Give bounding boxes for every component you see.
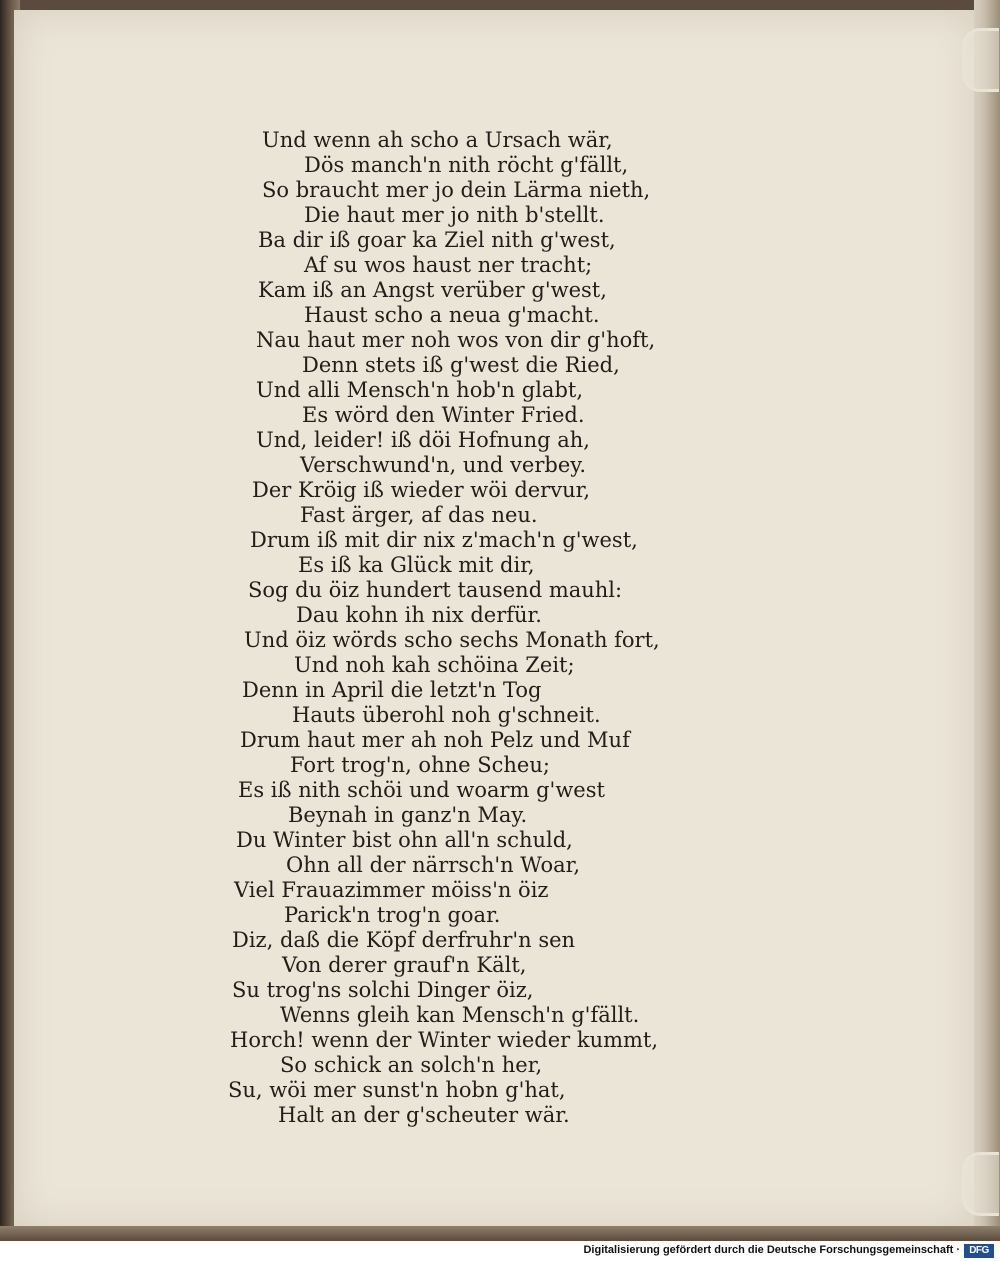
poem-line: Es iß nith schöi und woarm g'west (238, 778, 605, 802)
poem-line: Und noh kah schöina Zeit; (294, 653, 575, 677)
page-clip-top (962, 28, 999, 92)
poem-line: Haust scho a neua g'macht. (304, 303, 600, 327)
poem-line: Kam iß an Angst verüber g'west, (258, 278, 607, 302)
scan-bottom-edge (0, 1226, 1000, 1241)
poem-line: Viel Frauazimmer möiss'n öiz (234, 878, 549, 902)
poem-line: Su, wöi mer sunst'n hobn g'hat, (228, 1078, 566, 1102)
poem-line: Sog du öiz hundert tausend mauhl: (248, 578, 623, 602)
poem-line: Fast ärger, af das neu. (300, 503, 538, 527)
poem-line: Und öiz wörds scho sechs Monath fort, (244, 628, 660, 652)
poem-line: Parick'n trog'n goar. (284, 903, 501, 927)
page-stack-edge (974, 0, 1000, 1241)
poem-line: Ohn all der närrsch'n Woar, (286, 853, 581, 877)
poem-line: Diz, daß die Köpf derfruhr'n sen (232, 928, 576, 952)
poem-line: So braucht mer jo dein Lärma nieth, (262, 178, 651, 202)
poem-line: Drum haut mer ah noh Pelz und Muf (240, 728, 630, 752)
poem-line: Und, leider! iß döi Hofnung ah, (256, 428, 590, 452)
dfg-logo-icon[interactable]: DFG (964, 1244, 994, 1258)
poem-line: Die haut mer jo nith b'stellt. (304, 203, 605, 227)
poem-line: Wenns gleih kan Mensch'n g'fällt. (280, 1003, 640, 1027)
funding-credit: Digitalisierung gefördert durch die Deutsche Forschungsgemeinschaft · (583, 1244, 960, 1256)
poem-line: Verschwund'n, und verbey. (300, 453, 587, 477)
poem-line: Drum iß mit dir nix z'mach'n g'west, (250, 528, 638, 552)
poem-line: Dau kohn ih nix derfür. (296, 603, 542, 627)
poem-line: Fort trog'n, ohne Scheu; (290, 753, 550, 777)
poem-line: Horch! wenn der Winter wieder kummt, (230, 1028, 659, 1052)
poem-line: Denn stets iß g'west die Ried, (302, 353, 620, 377)
poem-line: Von derer grauf'n Kält, (282, 953, 527, 977)
poem-line: Hauts überohl noh g'schneit. (292, 703, 601, 727)
poem-line: Dös manch'n nith röcht g'fällt, (304, 153, 629, 177)
poem-line: Es iß ka Glück mit dir, (298, 553, 535, 577)
poem-line: Ba dir iß goar ka Ziel nith g'west, (258, 228, 616, 252)
poem-line: Nau haut mer noh wos von dir g'hoft, (256, 328, 656, 352)
book-page (14, 10, 974, 1228)
poem-line: Su trog'ns solchi Dinger öiz, (232, 978, 534, 1002)
poem-line: Halt an der g'scheuter wär. (278, 1103, 570, 1127)
poem-line: Der Kröig iß wieder wöi dervur, (252, 478, 591, 502)
poem-line: Af su wos haust ner tracht; (304, 253, 593, 277)
poem-line: Denn in April die letzt'n Tog (242, 678, 542, 702)
poem-line: Und alli Mensch'n hob'n glabt, (256, 378, 583, 402)
poem-line: So schick an solch'n her, (280, 1053, 543, 1077)
poem-text (14, 128, 974, 1128)
poem-line: Beynah in ganz'n May. (288, 803, 528, 827)
poem-line: Du Winter bist ohn all'n schuld, (236, 828, 573, 852)
page-clip-bottom (962, 1152, 999, 1216)
funding-footer (0, 1241, 1000, 1261)
poem-line: Und wenn ah scho a Ursach wär, (262, 128, 613, 152)
poem-line: Es wörd den Winter Fried. (302, 403, 585, 427)
